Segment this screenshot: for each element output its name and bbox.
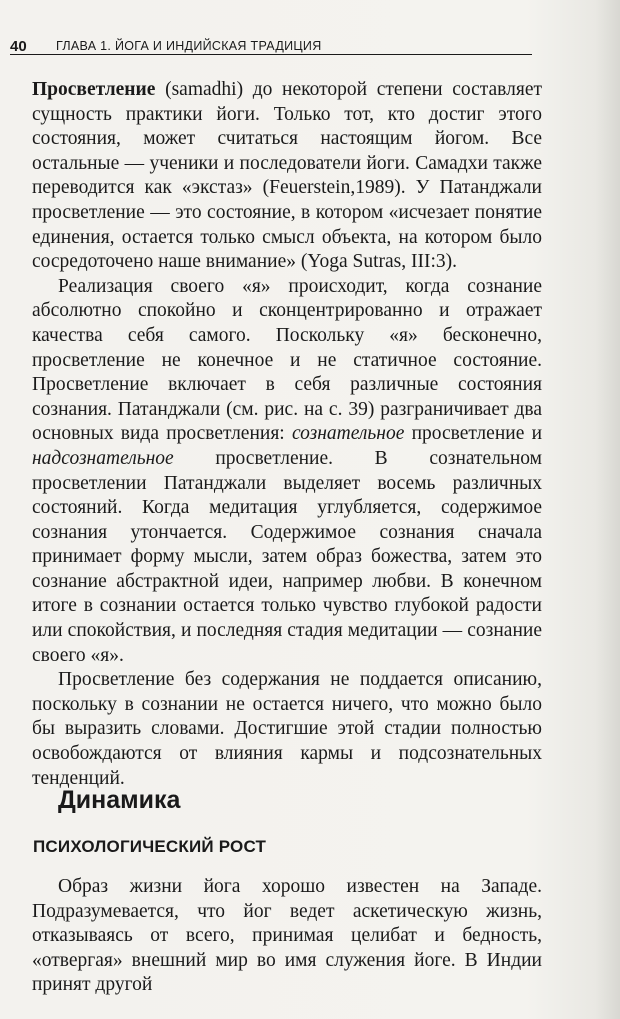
paragraph-samadhi bbox=[32, 78, 542, 275]
section-title: Динамика bbox=[58, 786, 181, 814]
paragraph-text: (samadhi) до некоторой степени составляет сущность практики йоги. Только тот, кто достиг этого состояния, может считаться настоящим йогом. Все остальные — ученики и последователи йоги. Самадхи также переводится как «экстаз» (Feuerstein,1989). У Патанджали просветление — это состояние, в котором «исчезает понятие единения, остается только смысл объекта, на котором было сосредоточено наше внимание» (Yoga Sutras, III:3). bbox=[32, 79, 542, 273]
term-bold: Просветление bbox=[32, 79, 156, 100]
paragraph-self-realization bbox=[32, 275, 542, 669]
main-text bbox=[32, 78, 542, 791]
paragraph-text: просветление. В сознательном просветлении Патанджали выделяет восемь различных состояний. Когда медитация углубляется, содержимое сознания утончается. Содержимое сознания сначала принимает форму мысли, затем образ божества, затем это сознание абстрактной идеи, например любви. В конечном итоге в сознании остается только чувство глубокой радости или спокойствия, и последняя стадия медитации — сознание своего «я». bbox=[32, 447, 542, 666]
italic-term: надсознательное bbox=[32, 447, 174, 469]
running-head: ГЛАВА 1. ЙОГА И ИНДИЙСКАЯ ТРАДИЦИЯ bbox=[56, 39, 322, 53]
paragraph-text: Просветление без содержания не поддается описанию, поскольку в сознании не остается ничего, что можно было бы выразить словами. Достигшие этой стадии полностью освобождаются от влияния кармы и подсознательных тенденций. bbox=[32, 669, 542, 789]
subsection-title: ПСИХОЛОГИЧЕСКИЙ РОСТ bbox=[33, 837, 267, 856]
paragraph-no-content bbox=[32, 668, 542, 791]
section-text bbox=[32, 875, 542, 998]
paragraph-text: просветление и bbox=[404, 423, 542, 445]
page-number: 40 bbox=[10, 38, 27, 55]
page-header bbox=[10, 36, 532, 55]
paragraph-text: Реализация своего «я» происходит, когда сознание абсолютно спокойно и сконцентрированно и отражает качества себя самого. Поскольку «я» бесконечно, просветление не конечное и не статичное состояние. Просветление включает в себя различные состояния сознания. Патанджали (см. рис. на с. 39) разграничивает два основных вида просветления: bbox=[32, 275, 542, 445]
italic-term: сознательное bbox=[291, 423, 405, 445]
paragraph-yogi-lifestyle: Образ жизни йога хорошо известен на Западе. Подразумевается, что йог ведет аскетическую жизнь, отказываясь от всего, принимая целибат и бедность, «отвергая» внешний мир во имя служения йоге. В Индии принят другой bbox=[32, 876, 542, 996]
